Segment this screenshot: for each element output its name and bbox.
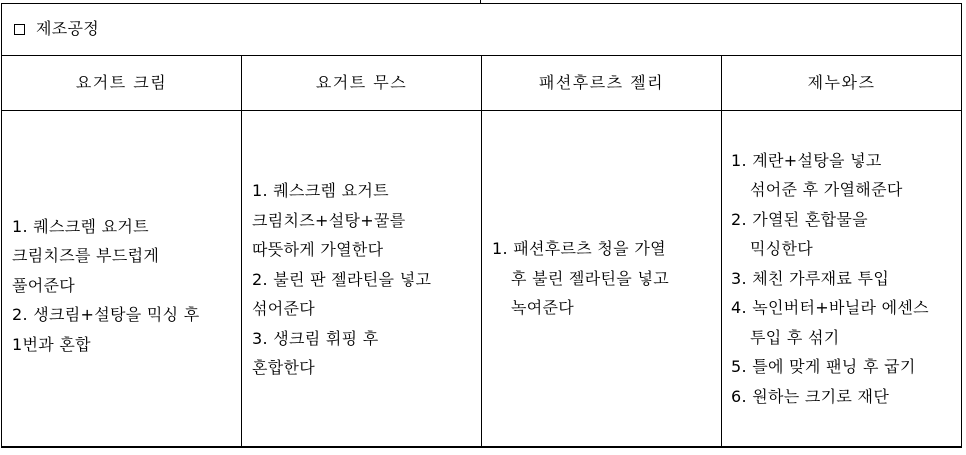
header-yogurt-cream [2, 57, 241, 109]
step-line: 2. 가열된 혼합물을 [731, 209, 868, 229]
header-passionfruit-jelly [482, 57, 721, 109]
empty-square-bullet-icon [14, 24, 25, 35]
header-yogurt-cream-label: 요거트 크림 [75, 73, 168, 93]
step-line: 섞어준 후 가열해준다 [750, 180, 903, 200]
step-line: 따뜻하게 가열한다 [252, 240, 384, 260]
step-line: 믹싱한다 [750, 239, 814, 259]
step-line: 1번과 혼합 [12, 334, 91, 354]
step-line: 1. 퀘스크렘 요거트 [252, 181, 389, 201]
header-yogurt-mousse [242, 57, 481, 109]
step-line: 2. 생크림+설탕을 믹싱 후 [12, 305, 200, 325]
header-passionfruit-jelly-label: 패션후르츠 젤리 [538, 73, 665, 93]
cell-yogurt-mousse-steps [242, 112, 481, 445]
step-line: 섞어준다 [252, 299, 316, 319]
step-line: 후 불린 젤라틴을 넣고 [511, 268, 669, 288]
step-line: 2. 불린 판 젤라틴을 넣고 [252, 269, 432, 289]
step-line: 크림치즈를 부드럽게 [12, 246, 160, 266]
step-line: 1. 패션후르츠 청을 가열 [492, 239, 666, 259]
cell-passionfruit-jelly-steps [482, 112, 721, 445]
table-right-border [961, 3, 962, 448]
table-top-border [1, 3, 962, 4]
header-genoise [722, 57, 961, 109]
section-title [12, 14, 99, 44]
cell-genoise-steps [722, 112, 961, 445]
header-yogurt-mousse-label: 요거트 무스 [315, 73, 408, 93]
cell-yogurt-cream-steps [2, 112, 241, 445]
step-line: 투입 후 섞기 [750, 327, 840, 347]
section-title-text: 제조공정 [36, 19, 100, 39]
header-genoise-label: 제누와즈 [807, 73, 876, 93]
step-line: 6. 원하는 크기로 재단 [731, 386, 890, 406]
step-line: 풀어준다 [12, 275, 76, 295]
step-line: 3. 생크림 휘핑 후 [252, 328, 379, 348]
step-line: 4. 녹인버터+바닐라 에센스 [731, 298, 929, 318]
step-line: 녹여준다 [511, 298, 575, 318]
step-line: 혼합한다 [252, 358, 316, 378]
step-line: 5. 틀에 맞게 팬닝 후 굽기 [731, 357, 916, 377]
step-line: 3. 체친 가루재료 투입 [731, 268, 890, 288]
step-line: 크림치즈+설탕+꿀를 [252, 210, 406, 230]
step-line: 1. 퀘스크렘 요거트 [12, 216, 149, 236]
step-line: 1. 계란+설탕을 넣고 [731, 150, 882, 170]
